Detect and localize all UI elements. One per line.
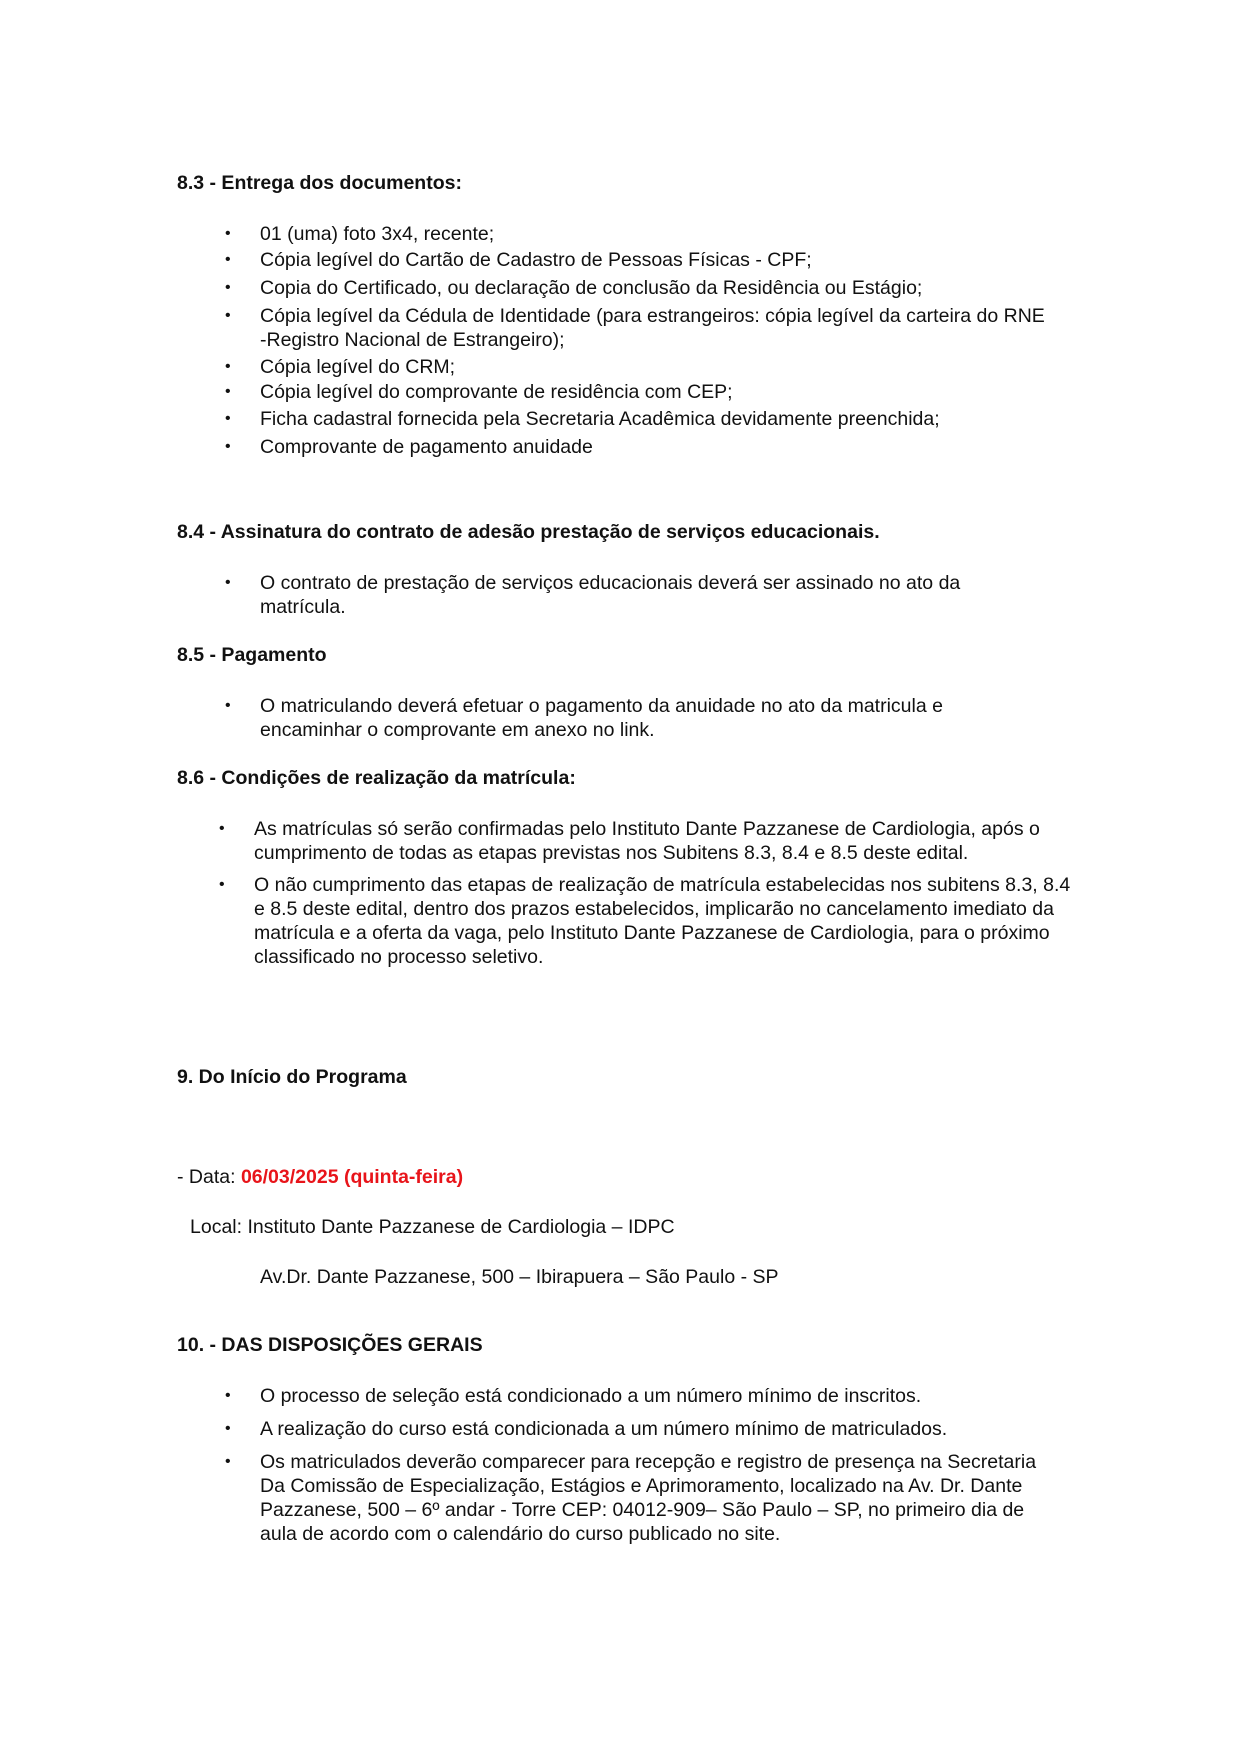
- bullet-icon: •: [225, 1453, 231, 1470]
- bullet-icon: •: [225, 358, 231, 375]
- bullet-icon: •: [219, 876, 225, 893]
- date-label: - Data:: [177, 1166, 241, 1188]
- list-item: • Os matriculados deverão comparecer para recepção e registro de presença na Secretaria Da Comissão de Especialização, Estágios e Aprimoramento, localizado na Av. Dr. Dante Pazzanese, 500 – 6º andar - Torre CEP: 04012-909– São Paulo – SP, no primeiro dia de aula de acordo com o calendário do curso publicado no site.: [225, 1451, 1037, 1545]
- section-8-6-heading: 8.6 - Condições de realização da matrícula:: [177, 767, 576, 789]
- section-8-5-list: [225, 694, 1020, 742]
- list-item: • Cópia legível do comprovante de residência com CEP;: [225, 381, 733, 403]
- bullet-icon: •: [225, 574, 231, 591]
- bullet-icon: •: [225, 279, 231, 296]
- section-10-heading: 10. - DAS DISPOSIÇÕES GERAIS: [177, 1334, 483, 1356]
- list-item: • 01 (uma) foto 3x4, recente;: [225, 223, 495, 245]
- list-item: • Cópia legível do Cartão de Cadastro de Pessoas Físicas - CPF;: [225, 249, 812, 271]
- list-item: • Comprovante de pagamento anuidade: [225, 436, 593, 458]
- list-item: • O não cumprimento das etapas de realização de matrícula estabelecidas nos subitens 8.3, 8.4 e 8.5 deste edital, dentro dos prazos estabelecidos, implicarão no cancelamento imediato da matrícula e a oferta da vaga, pelo Instituto Dante Pazzanese de Cardiologia, para o próximo classificado no processo seletivo.: [219, 874, 1071, 968]
- list-item: • A realização do curso está condicionada a um número mínimo de matriculados.: [225, 1418, 948, 1440]
- list-item: • Copia do Certificado, ou declaração de conclusão da Residência ou Estágio;: [225, 277, 923, 299]
- bullet-icon: •: [225, 1387, 231, 1404]
- bullet-icon: •: [225, 307, 231, 324]
- list-item: • O matriculando deverá efetuar o pagamento da anuidade no ato da matricula e encaminhar o comprovante em anexo no link.: [225, 695, 943, 741]
- bullet-icon: •: [219, 820, 225, 837]
- section-8-3-heading: 8.3 - Entrega dos documentos:: [177, 172, 462, 194]
- list-item: • Cópia legível da Cédula de Identidade (para estrangeiros: cópia legível da carteira do RNE -Registro Nacional de Estrangeiro);: [225, 305, 1045, 351]
- list-item: • Cópia legível do CRM;: [225, 356, 456, 378]
- bullet-icon: •: [225, 383, 231, 400]
- date-value: 06/03/2025 (quinta-feira): [240, 1166, 464, 1188]
- list-item: • O processo de seleção está condicionado a um número mínimo de inscritos.: [225, 1385, 922, 1407]
- list-item: • Ficha cadastral fornecida pela Secretaria Acadêmica devidamente preenchida;: [225, 408, 940, 430]
- section-9-heading: 9. Do Início do Programa: [177, 1066, 407, 1088]
- section-8-5-heading: 8.5 - Pagamento: [177, 644, 327, 666]
- bullet-icon: •: [225, 410, 231, 427]
- section-8-4-heading: 8.4 - Assinatura do contrato de adesão prestação de serviços educacionais.: [177, 521, 880, 543]
- section-8-3-list: [225, 222, 1060, 461]
- section-8-4-list: [225, 571, 1020, 619]
- address-line: Av.Dr. Dante Pazzanese, 500 – Ibirapuera – São Paulo - SP: [260, 1266, 779, 1288]
- bullet-icon: •: [225, 251, 231, 268]
- section-8-6-list: [219, 817, 1074, 969]
- location-line: Local: Instituto Dante Pazzanese de Cardiologia – IDPC: [190, 1216, 675, 1238]
- list-item: • O contrato de prestação de serviços educacionais deverá ser assinado no ato da matrícula.: [225, 572, 961, 618]
- bullet-icon: •: [225, 438, 231, 455]
- bullet-icon: •: [225, 1420, 231, 1437]
- list-item: • As matrículas só serão confirmadas pelo Instituto Dante Pazzanese de Cardiologia, após o cumprimento de todas as etapas previstas nos Subitens 8.3, 8.4 e 8.5 deste edital.: [219, 818, 1040, 864]
- bullet-icon: •: [225, 697, 231, 714]
- start-date-line: [177, 1165, 463, 1189]
- bullet-icon: •: [225, 225, 231, 242]
- section-10-list: [225, 1384, 1060, 1546]
